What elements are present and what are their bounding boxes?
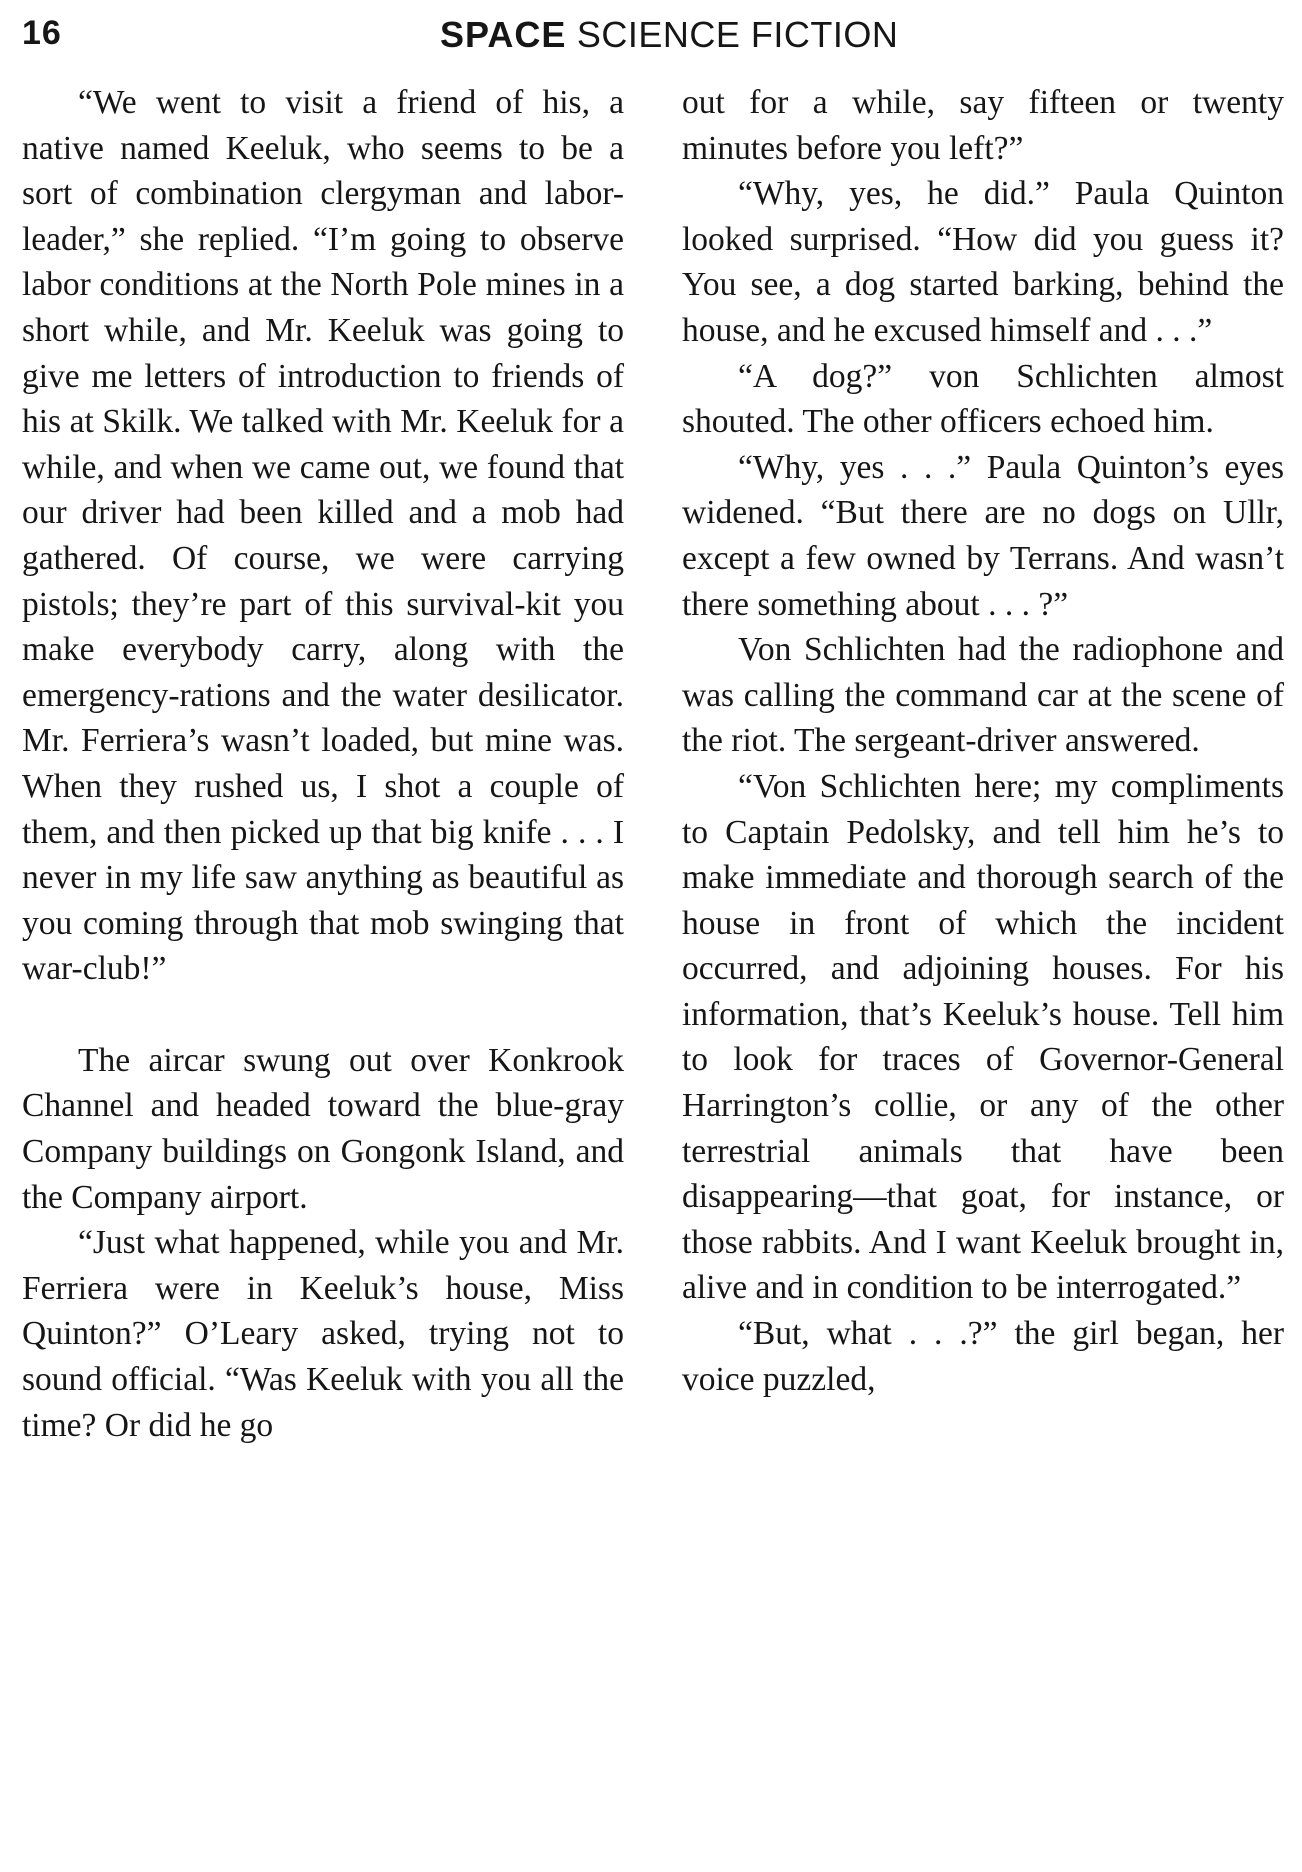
page-number: 16 <box>22 14 62 52</box>
page-header <box>22 14 1282 62</box>
paragraph-radiophone: Von Schlichten had the radiophone and was calling the command car at the scene of the riot. The sergeant-driver answered. <box>682 631 1284 760</box>
paragraph-oleary-question: “Just what happened, while you and Mr. Ferriera were in Keeluk’s house, Miss Quinton?” O’Leary asked, trying not to sound official. “Was Keeluk with you all the time? Or did he go <box>22 1224 624 1444</box>
paragraph-keeluk-visit: “We went to visit a friend of his, a native named Keeluk, who seems to be a sort of combination clergyman and labor-leader,” she replied. “I’m going to observe labor conditions at the North Pole mines in a short while, and Mr. Keeluk was going to give me letters of introduction to friends of his at Skilk. We talked with Mr. Keeluk for a while, and when we came out, we found that our driver had been killed and a mob had gathered. Of course, we were carrying pistols; they’re part of this survival-kit you make everybody carry, along with the emergency-rations and the water desilicator. Mr. Ferriera’s wasn’t loaded, but mine was. When they rushed us, I shot a couple of them, and then picked up that big knife . . . I never in my life saw anything as beautiful as you coming through that mob swinging that war-club!” <box>22 84 624 988</box>
running-title-rest: SCIENCE FICTION <box>566 14 899 55</box>
right-text-column <box>682 80 1284 1402</box>
paragraph-continued: out for a while, say fifteen or twenty minutes before you left?” <box>682 84 1284 167</box>
paragraph-girl-began: “But, what . . .?” the girl began, her voice puzzled, <box>682 1315 1284 1398</box>
paragraph-a-dog: “A dog?” von Schlichten almost shouted. The other officers echoed him. <box>682 357 1284 441</box>
paragraph-orders: “Von Schlichten here; my compliments to Captain Pedolsky, and tell him he’s to make immediate and thorough search of the house in front of which the incident occurred, and adjoining houses. For his information, that’s Keeluk’s house. Tell him to look for traces of Governor-General Harrington’s collie, or any of the other terrestrial animals that have been disappearing—that goat, for instance, or those rabbits. And I want Keeluk brought in, alive and in condition to be interrogated.” <box>682 767 1284 1307</box>
paragraph-aircar: The aircar swung out over Konkrook Channel and headed toward the blue-gray Company buildings on Gongonk Island, and the Company airport. <box>22 1041 624 1216</box>
paragraph-no-dogs: “Why, yes . . .” Paula Quinton’s eyes widened. “But there are no dogs on Ullr, except a few owned by Terrans. And wasn’t there something about . . . ?” <box>682 448 1284 623</box>
running-title-bold: SPACE <box>440 14 567 55</box>
left-text-column <box>22 80 624 1448</box>
running-title <box>440 14 898 56</box>
paragraph-dog-barking: “Why, yes, he did.” Paula Quinton looked surprised. “How did you guess it? You see, a dog started barking, behind the house, and he excused himself and . . .” <box>682 175 1284 349</box>
